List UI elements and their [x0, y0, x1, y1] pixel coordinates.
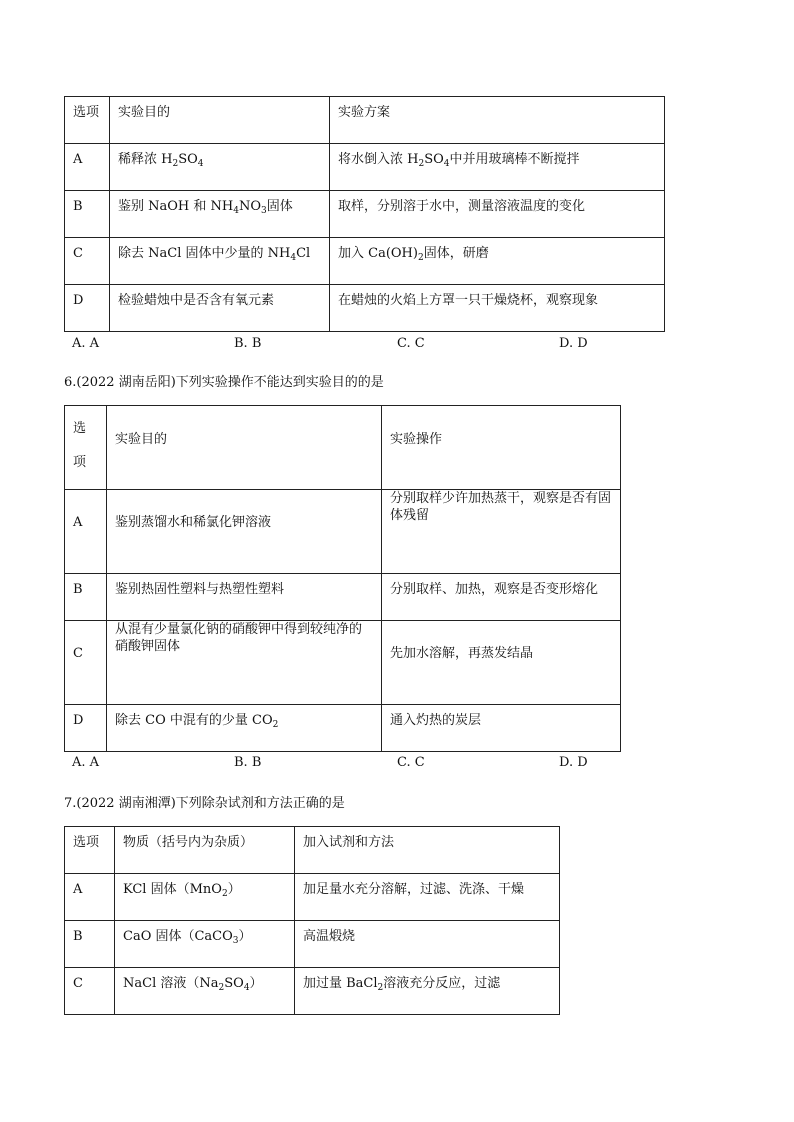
plan-cell: 取样，分别溶于水中，测量溶液温度的变化: [330, 191, 665, 238]
header-cell: 选 项: [65, 406, 107, 490]
operation-cell: 先加水溶解，再蒸发结晶: [382, 621, 621, 705]
purpose-cell: 从混有少量氯化钠的硝酸钾中得到较纯净的硝酸钾固体: [107, 621, 382, 705]
purpose-cell: 鉴别热固性塑料与热塑性塑料: [107, 574, 382, 621]
table-row: [65, 238, 665, 285]
option-cell: B: [65, 574, 107, 621]
table-row: [65, 968, 560, 1015]
table-row: [65, 144, 665, 191]
answer-choice[interactable]: B. B: [234, 336, 262, 351]
answer-choices-q6: [72, 755, 632, 773]
option-cell: B: [65, 921, 115, 968]
plan-cell: 加入 $Ca(OH)_2$固体，研磨: [330, 238, 665, 285]
table-row: [65, 874, 560, 921]
header-cell: 实验目的: [107, 406, 382, 490]
method-cell: 高温煅烧: [295, 921, 560, 968]
answer-choice[interactable]: A. A: [72, 755, 100, 770]
option-cell: C: [65, 238, 110, 285]
plan-cell: 在蜡烛的火焰上方罩一只干燥烧杯，观察现象: [330, 285, 665, 332]
substance-cell: KCl 固体（MnO$_2$）: [115, 874, 295, 921]
answer-choices-q5: [72, 336, 632, 354]
purpose-cell: 除去 CO 中混有的少量 $CO_2$: [107, 705, 382, 752]
table-row: [65, 191, 665, 238]
experiment-table-q6: [64, 405, 621, 752]
operation-cell: 通入灼热的炭层: [382, 705, 621, 752]
option-cell: A: [65, 144, 110, 191]
table-row: [65, 490, 621, 574]
option-cell: C: [65, 968, 115, 1015]
table-row: [65, 285, 665, 332]
header-cell: 物质（括号内为杂质）: [115, 827, 295, 874]
option-cell: A: [65, 874, 115, 921]
purpose-cell: 稀释浓 $H_2SO_4$: [110, 144, 330, 191]
table-row: [65, 705, 621, 752]
answer-choice[interactable]: C. C: [397, 336, 425, 351]
purpose-cell: 除去 NaCl 固体中少量的 $NH_4Cl$: [110, 238, 330, 285]
purification-table-q7: [64, 826, 560, 1015]
header-cell: 实验操作: [382, 406, 621, 490]
answer-choice[interactable]: D. D: [559, 336, 588, 351]
header-cell: 选项: [65, 827, 115, 874]
table-row: [65, 621, 621, 705]
answer-choice[interactable]: C. C: [397, 755, 425, 770]
table-row: [65, 574, 621, 621]
operation-cell: 分别取样少许加热蒸干，观察是否有固体残留: [382, 490, 621, 574]
purpose-cell: 鉴别 NaOH 和 $NH_4NO_3$固体: [110, 191, 330, 238]
answer-choice[interactable]: A. A: [72, 336, 100, 351]
method-cell: 加足量水充分溶解，过滤、洗涤、干燥: [295, 874, 560, 921]
option-cell: B: [65, 191, 110, 238]
method-cell: 加过量 BaCl$_2$溶液充分反应，过滤: [295, 968, 560, 1015]
plan-cell: 将水倒入浓 $H_2SO_4$中并用玻璃棒不断搅拌: [330, 144, 665, 191]
header-cell: 实验目的: [110, 97, 330, 144]
table-row: [65, 921, 560, 968]
option-cell: A: [65, 490, 107, 574]
purpose-cell: 检验蜡烛中是否含有氧元素: [110, 285, 330, 332]
operation-cell: 分别取样、加热，观察是否变形熔化: [382, 574, 621, 621]
header-cell: 选项: [65, 97, 110, 144]
substance-cell: CaO 固体（CaCO$_3$）: [115, 921, 295, 968]
option-cell: D: [65, 705, 107, 752]
header-cell: 加入试剂和方法: [295, 827, 560, 874]
purpose-cell: 鉴别蒸馏水和稀氯化钾溶液: [107, 490, 382, 574]
table-header-row: [65, 406, 621, 490]
question-6-title: 6.(2022 湖南岳阳)下列实验操作不能达到实验目的的是: [64, 375, 384, 390]
substance-cell: NaCl 溶液$(Na_2SO_4)$: [115, 968, 295, 1015]
answer-choice[interactable]: B. B: [234, 755, 262, 770]
table-header-row: [65, 97, 665, 144]
question-7-title: 7.(2022 湖南湘潭)下列除杂试剂和方法正确的是: [64, 796, 345, 811]
option-cell: D: [65, 285, 110, 332]
option-cell: C: [65, 621, 107, 705]
table-header-row: [65, 827, 560, 874]
header-cell: 实验方案: [330, 97, 665, 144]
answer-choice[interactable]: D. D: [559, 755, 588, 770]
experiment-table-1: [64, 96, 665, 332]
